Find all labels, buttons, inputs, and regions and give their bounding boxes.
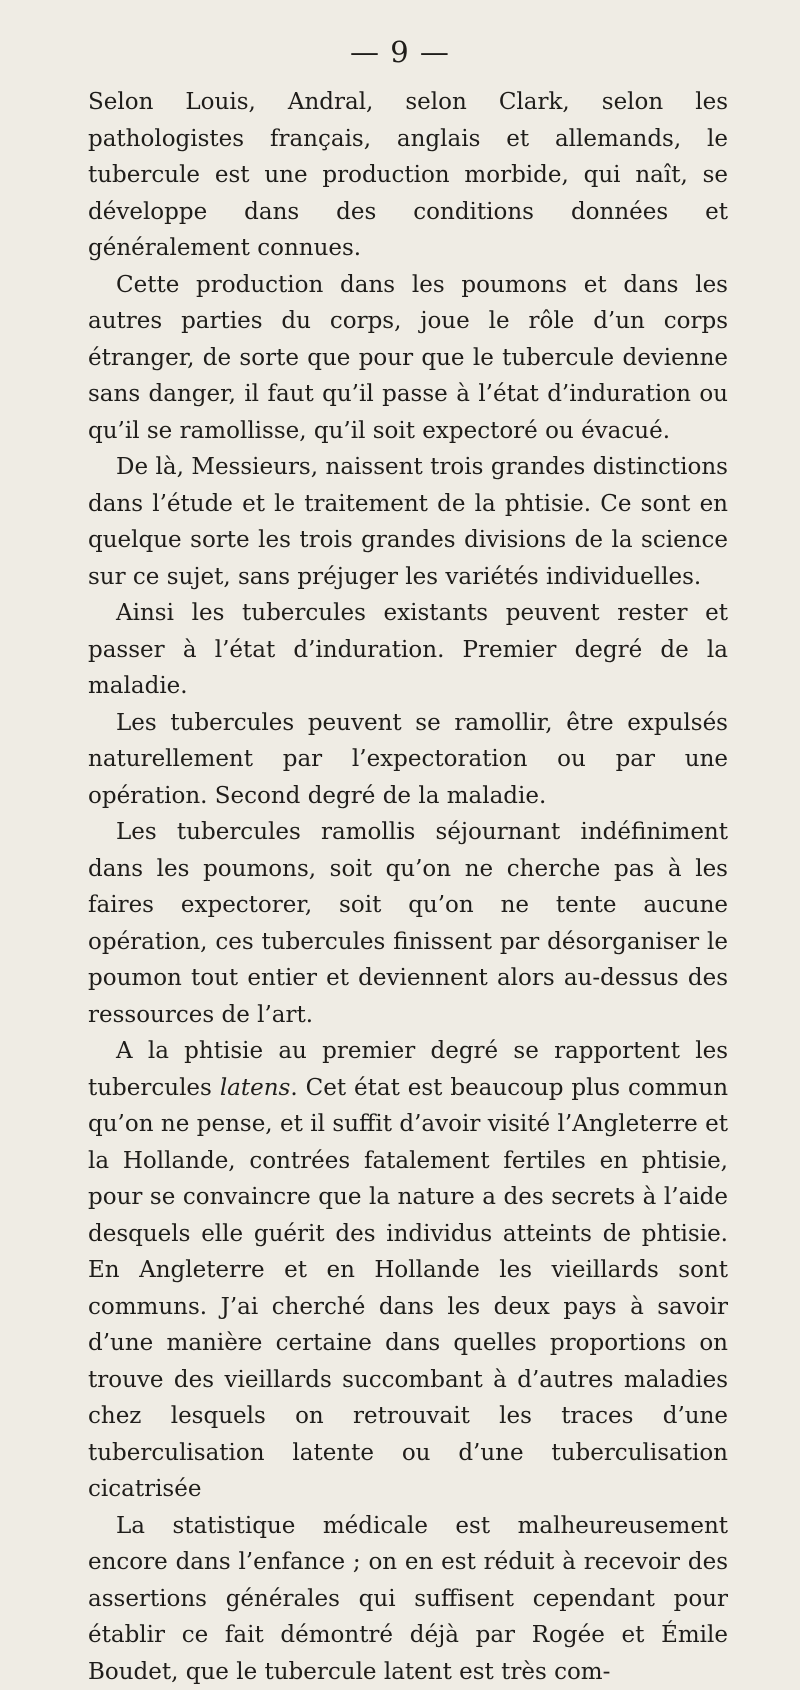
- paragraph-second-degree: Les tubercules peuvent se ramollir, être expulsés naturellement par l’expectoration ou par une opération. Second degré de la maladie.: [88, 705, 728, 815]
- paragraph-pathologists: Selon Louis, Andral, selon Clark, selon les pathologistes français, anglais et allemands, le tubercule est une production morbide, qui naît, se développe dans des conditions données et généralement connues.: [88, 84, 728, 267]
- paragraph-foreign-body: Cette production dans les poumons et dans les autres parties du corps, joue le rôle d’un corps étranger, de sorte que pour que le tubercule devienne sans danger, il faut qu’il passe à l’état d’induration ou qu’il se ramollisse, qu’il soit expectoré ou évacué.: [88, 267, 728, 450]
- paragraph-third-degree: Les tubercules ramollis séjournant indéfiniment dans les poumons, soit qu’on ne cherche pas à les faires expectorer, soit qu’on ne tente aucune opération, ces tubercules finissent par désorganiser le poumon tout entier et deviennent alors au-dessus des ressources de l’art.: [88, 814, 728, 1033]
- paragraph-statistics: La statistique médicale est malheureusement encore dans l’enfance ; on en est réduit à recevoir des assertions générales qui suffisent cependant pour établir ce fait démontré déjà par Rogée et Émile Boudet, que le tubercule latent est très com-: [88, 1508, 728, 1690]
- latens-emphasis: latens: [220, 1075, 291, 1101]
- latens-text-before: A la phtisie au premier degré se rapportent les tubercules: [88, 1038, 728, 1101]
- latens-text-after: . Cet état est beaucoup plus commun qu’on ne pense, et il suffit d’avoir visité l’Angleterre et la Hollande, contrées fatalement fertiles en phtisie, pour se convaincre que la nature a des secrets à l’aide desquels elle guérit des individus atteints de phtisie. En Angleterre et en Hollande les vieillards sont communs. J’ai cherché dans les deux pays à savoir d’une manière certaine dans quelles proportions on trouve des vieillards succombant à d’autres maladies chez lesquels on retrouvait les traces d’une tuberculisation latente ou d’une tuberculisation cicatrisée: [88, 1075, 728, 1503]
- page-number: — 9 —: [0, 38, 800, 67]
- paragraph-latent-tubercles: [88, 1033, 728, 1508]
- paragraph-first-degree: Ainsi les tubercules existants peuvent rester et passer à l’état d’induration. Premier degré de la maladie.: [88, 595, 728, 705]
- body-text: [88, 84, 728, 1690]
- paragraph-distinctions: De là, Messieurs, naissent trois grandes distinctions dans l’étude et le traitement de la phtisie. Ce sont en quelque sorte les trois grandes divisions de la science sur ce sujet, sans préjuger les variétés individuelles.: [88, 449, 728, 595]
